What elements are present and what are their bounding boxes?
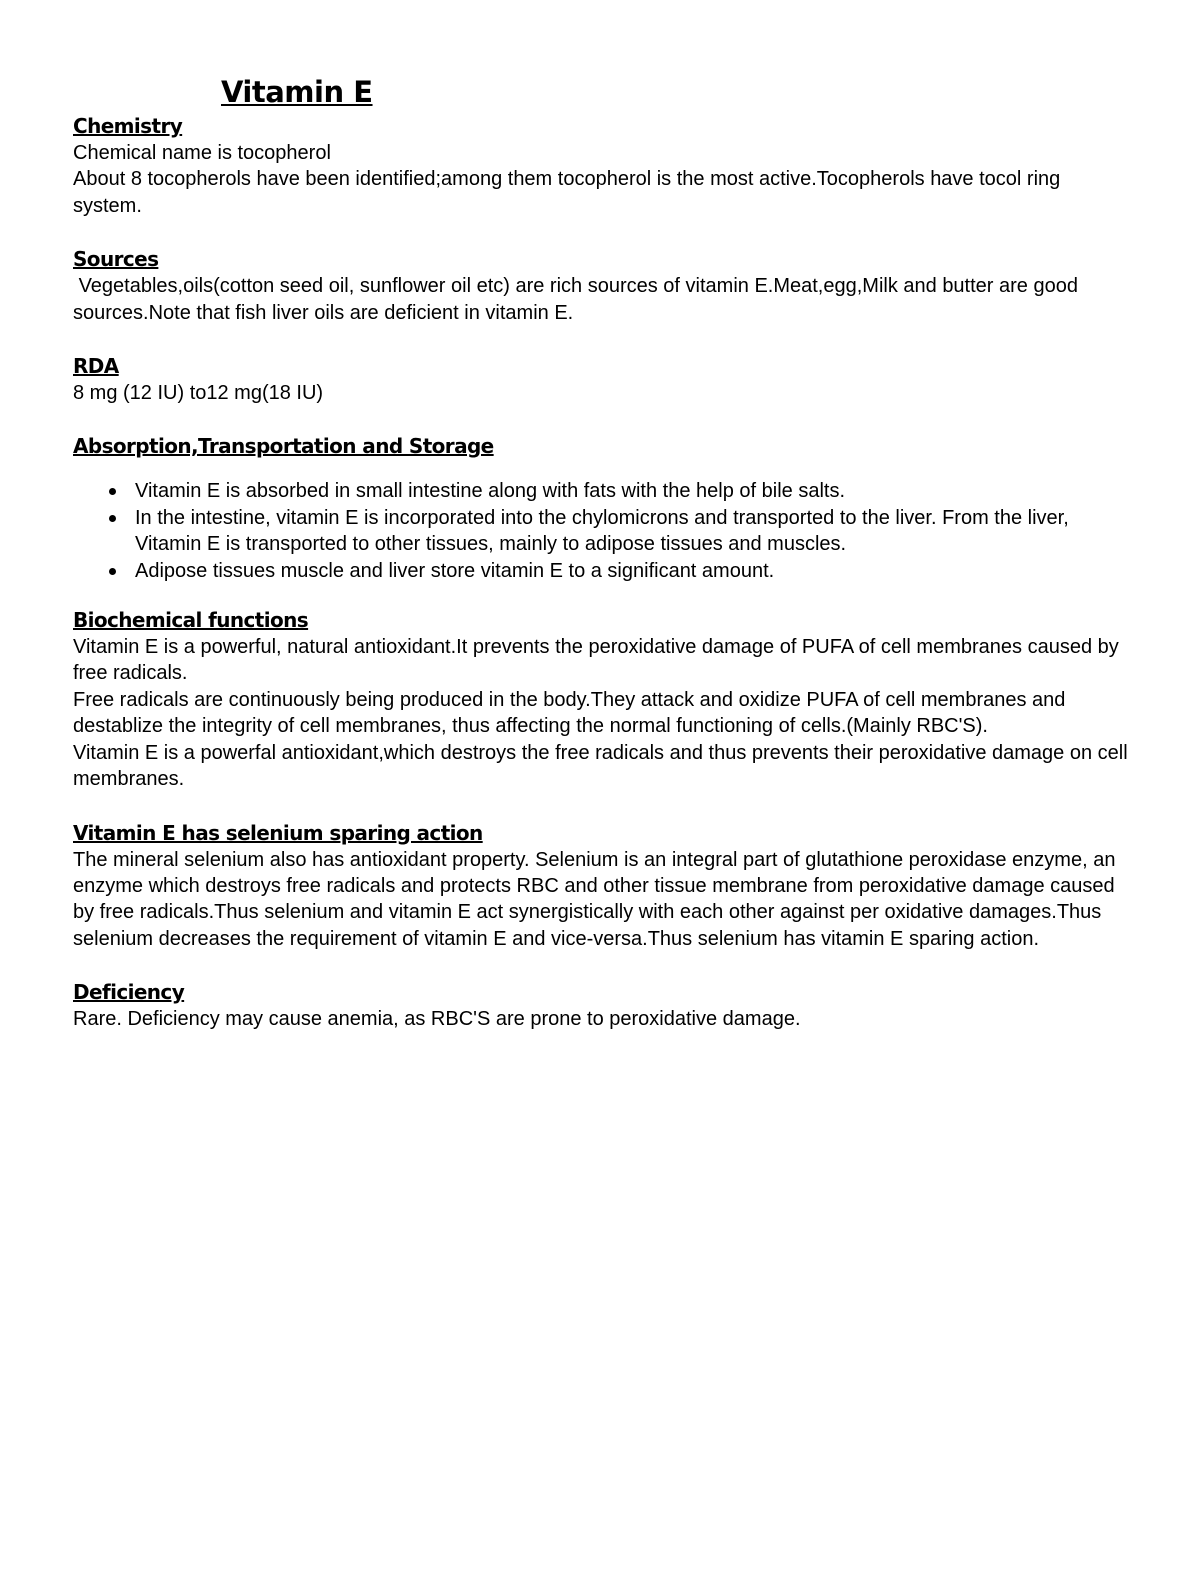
biochemical-paragraph-1: Vitamin E is a powerful, natural antioxidant.It prevents the peroxidative damage of PUFA of cell membranes caused by free radicals. <box>73 636 1119 685</box>
heading-deficiency: Deficiency <box>73 980 185 1005</box>
biochemical-paragraph-2: Free radicals are continuously being produced in the body.They attack and oxidize PUFA of cell membranes and destablize the integrity of cell membranes, thus affecting the normal functioning of cells.(Mainly RBC'S). <box>73 688 1066 738</box>
heading-biochemical-functions: Biochemical functions <box>73 608 309 633</box>
heading-rda: RDA <box>73 354 119 379</box>
section-chemistry <box>73 112 1133 219</box>
deficiency-text: Rare. Deficiency may cause anemia, as RBC'S are prone to peroxidative damage. <box>73 1008 801 1031</box>
bullet-dot-icon <box>109 515 116 522</box>
heading-chemistry: Chemistry <box>73 114 183 138</box>
absorption-bullet-3: Adipose tissues muscle and liver store vitamin E to a significant amount. <box>135 559 775 582</box>
absorption-bullet-list <box>73 478 1133 584</box>
section-selenium-sparing <box>73 819 1133 953</box>
absorption-bullet-1: Vitamin E is absorbed in small intestine along with fats with the help of bile salts. <box>135 480 845 503</box>
heading-sources: Sources <box>73 247 159 272</box>
bullet-dot-icon <box>109 488 116 495</box>
rda-text: 8 mg (12 IU) to12 mg(18 IU) <box>73 382 324 405</box>
section-rda <box>73 352 1133 406</box>
section-deficiency <box>73 978 1133 1032</box>
page-title: Vitamin E <box>221 75 373 109</box>
list-item <box>135 505 1133 558</box>
section-biochemical-functions <box>73 606 1133 792</box>
chemistry-line-1: Chemical name is tocopherol <box>73 142 331 164</box>
absorption-bullet-2: In the intestine, vitamin E is incorporated into the chylomicrons and transported to the liver. From the liver, Vitamin E is transported to other tissues, mainly to adipose tissues and muscles. <box>135 506 1069 556</box>
heading-selenium-sparing: Vitamin E has selenium sparing action <box>73 820 483 845</box>
biochemical-paragraph-3: Vitamin E is a powerfal antioxidant,which destroys the free radicals and thus prevents their peroxidative damage on cell membranes. <box>73 741 1128 791</box>
bullet-dot-icon <box>109 568 116 575</box>
section-sources <box>73 245 1133 326</box>
selenium-text: The mineral selenium also has antioxidant property. Selenium is an integral part of glutathione peroxidase enzyme, an enzyme which destroys free radicals and protects RBC and other tissue membrane from peroxidative damage caused by free radicals.Thus selenium and vitamin E act synergistically with each other against per oxidative damages.Thus selenium decreases the requirement of vitamin E and vice-versa.Thus selenium has vitamin E sparing action. <box>73 848 1116 950</box>
document-page <box>73 72 1133 1033</box>
sources-text: Vegetables,oils(cotton seed oil, sunflower oil etc) are rich sources of vitamin E.Meat,egg,Milk and butter are good sources.Note that fish liver oils are deficient in vitamin E. <box>73 275 1084 324</box>
list-item <box>135 558 1133 584</box>
section-absorption <box>73 432 1133 584</box>
heading-absorption: Absorption,Transportation and Storage <box>73 434 494 459</box>
chemistry-line-2: About 8 tocopherols have been identified;among them tocopherol is the most active.Tocopherols have tocol ring system. <box>73 168 1061 217</box>
list-item <box>135 478 1133 504</box>
